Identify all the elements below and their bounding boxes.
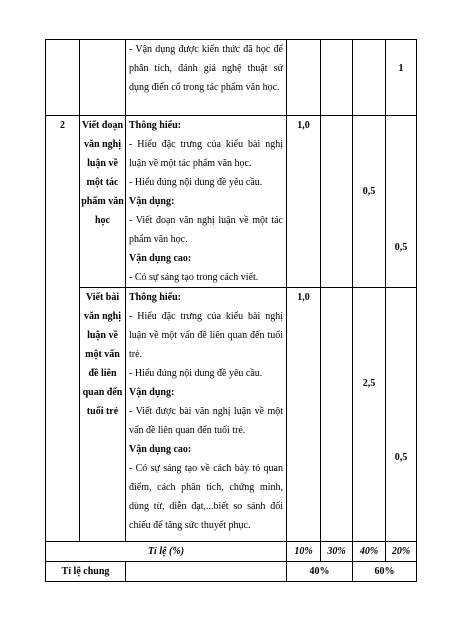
stt-value: 2 [60, 120, 65, 131]
van-dung-heading: Vận dụng: [129, 196, 175, 207]
score-cell [353, 40, 386, 116]
matrix-table [45, 39, 417, 582]
ratio-cell [321, 542, 353, 562]
table-row [46, 40, 417, 116]
ratio-value: 20% [391, 546, 411, 557]
stt-cell [46, 40, 80, 116]
score-cell [287, 288, 321, 542]
total-label-cell [46, 562, 126, 582]
total-cell [353, 562, 417, 582]
score-value: 0,5 [394, 242, 408, 253]
score-value: 1,0 [297, 120, 310, 131]
content-line: - Hiểu đặc trưng của kiểu bài nghị luận về một vấn đề liên quan đến tuổi trẻ. [129, 311, 283, 360]
thong-hieu-heading: Thông hiểu: [129, 120, 181, 131]
total-value: 40% [309, 566, 330, 577]
score-cell [321, 40, 353, 116]
van-dung-cao-heading: Vận dụng cao: [129, 253, 192, 264]
content-line: - Có sự sáng tạo trong cách viết. [129, 272, 259, 283]
stt-cell [46, 116, 80, 542]
content-line: - Có sự sáng tạo về cách bày tỏ quan điểm, cách phân tích, chứng minh, dùng từ, diễn đạt,...biết so sánh đối chiếu để tăng sức thuyết phục. [129, 463, 283, 531]
ratio-value: 10% [294, 546, 313, 557]
ratio-label: Tỉ lệ (%) [147, 546, 185, 557]
score-cell [287, 116, 321, 288]
table-row [46, 562, 417, 582]
content-line: - Hiểu đúng nội dung đề yêu cầu. [129, 368, 263, 379]
total-label: Tỉ lệ chung [61, 566, 110, 577]
score-cell [287, 40, 321, 116]
score-cell [386, 116, 417, 288]
content-cell [126, 40, 287, 116]
score-value: 2,5 [362, 378, 376, 389]
score-cell [321, 116, 353, 288]
empty-cell [126, 562, 287, 582]
skill-name: Viết đoạn văn nghị luận về một tác phẩm văn học [81, 120, 124, 226]
score-value: 0,5 [394, 452, 408, 463]
score-value: 1,0 [297, 292, 310, 303]
score-value: 0,5 [362, 186, 376, 197]
content-text: - Vận dụng được kiến thức đã học để phân tích, đánh giá nghệ thuật sử dụng điển cố trong tác phẩm văn học. [129, 44, 283, 93]
van-dung-cao-heading: Vận dụng cao: [129, 444, 192, 455]
score-cell [386, 40, 417, 116]
content-line: - Viết đoạn văn nghị luận về một tác phẩm văn học. [129, 215, 283, 245]
van-dung-heading: Vận dụng: [129, 387, 175, 398]
ratio-value: 40% [359, 546, 379, 557]
table-row [46, 288, 417, 542]
skill-cell [80, 40, 126, 116]
score-cell [353, 288, 386, 542]
ratio-value: 30% [327, 546, 346, 557]
ratio-cell [287, 542, 321, 562]
ratio-label-cell [46, 542, 287, 562]
ratio-cell [353, 542, 386, 562]
total-cell [287, 562, 353, 582]
content-cell [126, 288, 287, 542]
skill-name: Viết bài văn nghị luận về một vấn đề liên quan đến tuổi trẻ [82, 292, 123, 417]
table-row [46, 116, 417, 288]
score-cell [321, 288, 353, 542]
score-cell [386, 288, 417, 542]
skill-cell [80, 288, 126, 542]
skill-cell [80, 116, 126, 288]
content-line: - Viết được bài văn nghị luận về một vấn đề liên quan đến tuổi trẻ. [129, 406, 283, 436]
total-value: 60% [374, 566, 395, 577]
score-value: 1 [398, 63, 404, 74]
score-cell [353, 116, 386, 288]
thong-hieu-heading: Thông hiểu: [129, 292, 181, 303]
ratio-cell [386, 542, 417, 562]
table-row [46, 542, 417, 562]
content-line: - Hiểu đúng nội dung đề yêu cầu. [129, 177, 263, 188]
content-cell [126, 116, 287, 288]
content-line: - Hiểu đặc trưng của kiểu bài nghị luận về một tác phẩm văn học. [129, 139, 283, 169]
